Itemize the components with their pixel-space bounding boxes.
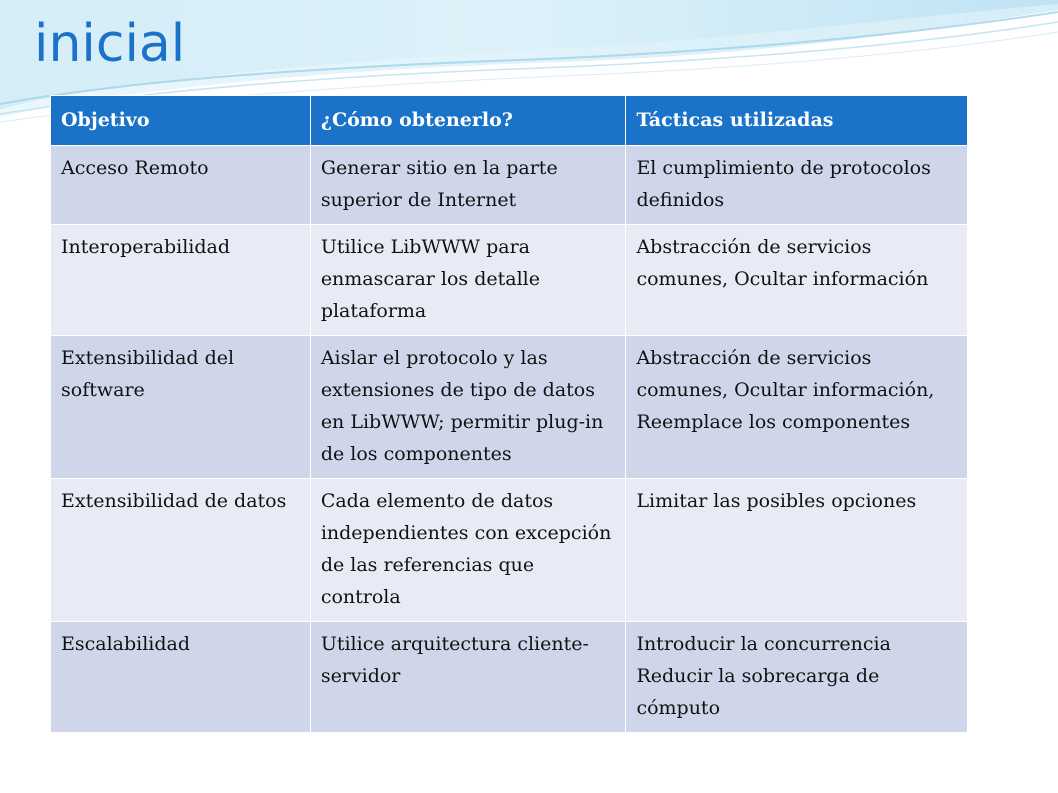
- header-objetivo: Objetivo: [51, 96, 311, 146]
- cell-objetivo: Escalabilidad: [51, 622, 311, 733]
- cell-como: Utilice LibWWW para enmascarar los detalle plataforma: [310, 225, 626, 336]
- cell-como: Generar sitio en la parte superior de Internet: [310, 146, 626, 225]
- table-row: [51, 336, 968, 479]
- header-como-obtenerlo: ¿Cómo obtenerlo?: [310, 96, 626, 146]
- table-row: [51, 622, 968, 733]
- cell-tacticas: Limitar las posibles opciones: [626, 479, 968, 622]
- cell-como: Cada elemento de datos independientes con excepción de las referencias que controla: [310, 479, 626, 622]
- cell-como: Utilice arquitectura cliente-servidor: [310, 622, 626, 733]
- cell-como: Aislar el protocolo y las extensiones de tipo de datos en LibWWW; permitir plug-in de los componentes: [310, 336, 626, 479]
- table-row: [51, 479, 968, 622]
- tactics-table: [50, 95, 968, 733]
- cell-tacticas: Abstracción de servicios comunes, Ocultar información: [626, 225, 968, 336]
- header-tacticas: Tácticas utilizadas: [626, 96, 968, 146]
- cell-tacticas: Abstracción de servicios comunes, Ocultar información, Reemplace los componentes: [626, 336, 968, 479]
- cell-objetivo: Extensibilidad de datos: [51, 479, 311, 622]
- table-row: [51, 146, 968, 225]
- cell-objetivo: Acceso Remoto: [51, 146, 311, 225]
- slide-title: inicial: [34, 14, 186, 74]
- cell-objetivo: Extensibilidad del software: [51, 336, 311, 479]
- table-row: [51, 225, 968, 336]
- cell-objetivo: Interoperabilidad: [51, 225, 311, 336]
- cell-tacticas: El cumplimiento de protocolos definidos: [626, 146, 968, 225]
- table-header-row: [51, 96, 968, 146]
- cell-tacticas: Introducir la concurrencia Reducir la sobrecarga de cómputo: [626, 622, 968, 733]
